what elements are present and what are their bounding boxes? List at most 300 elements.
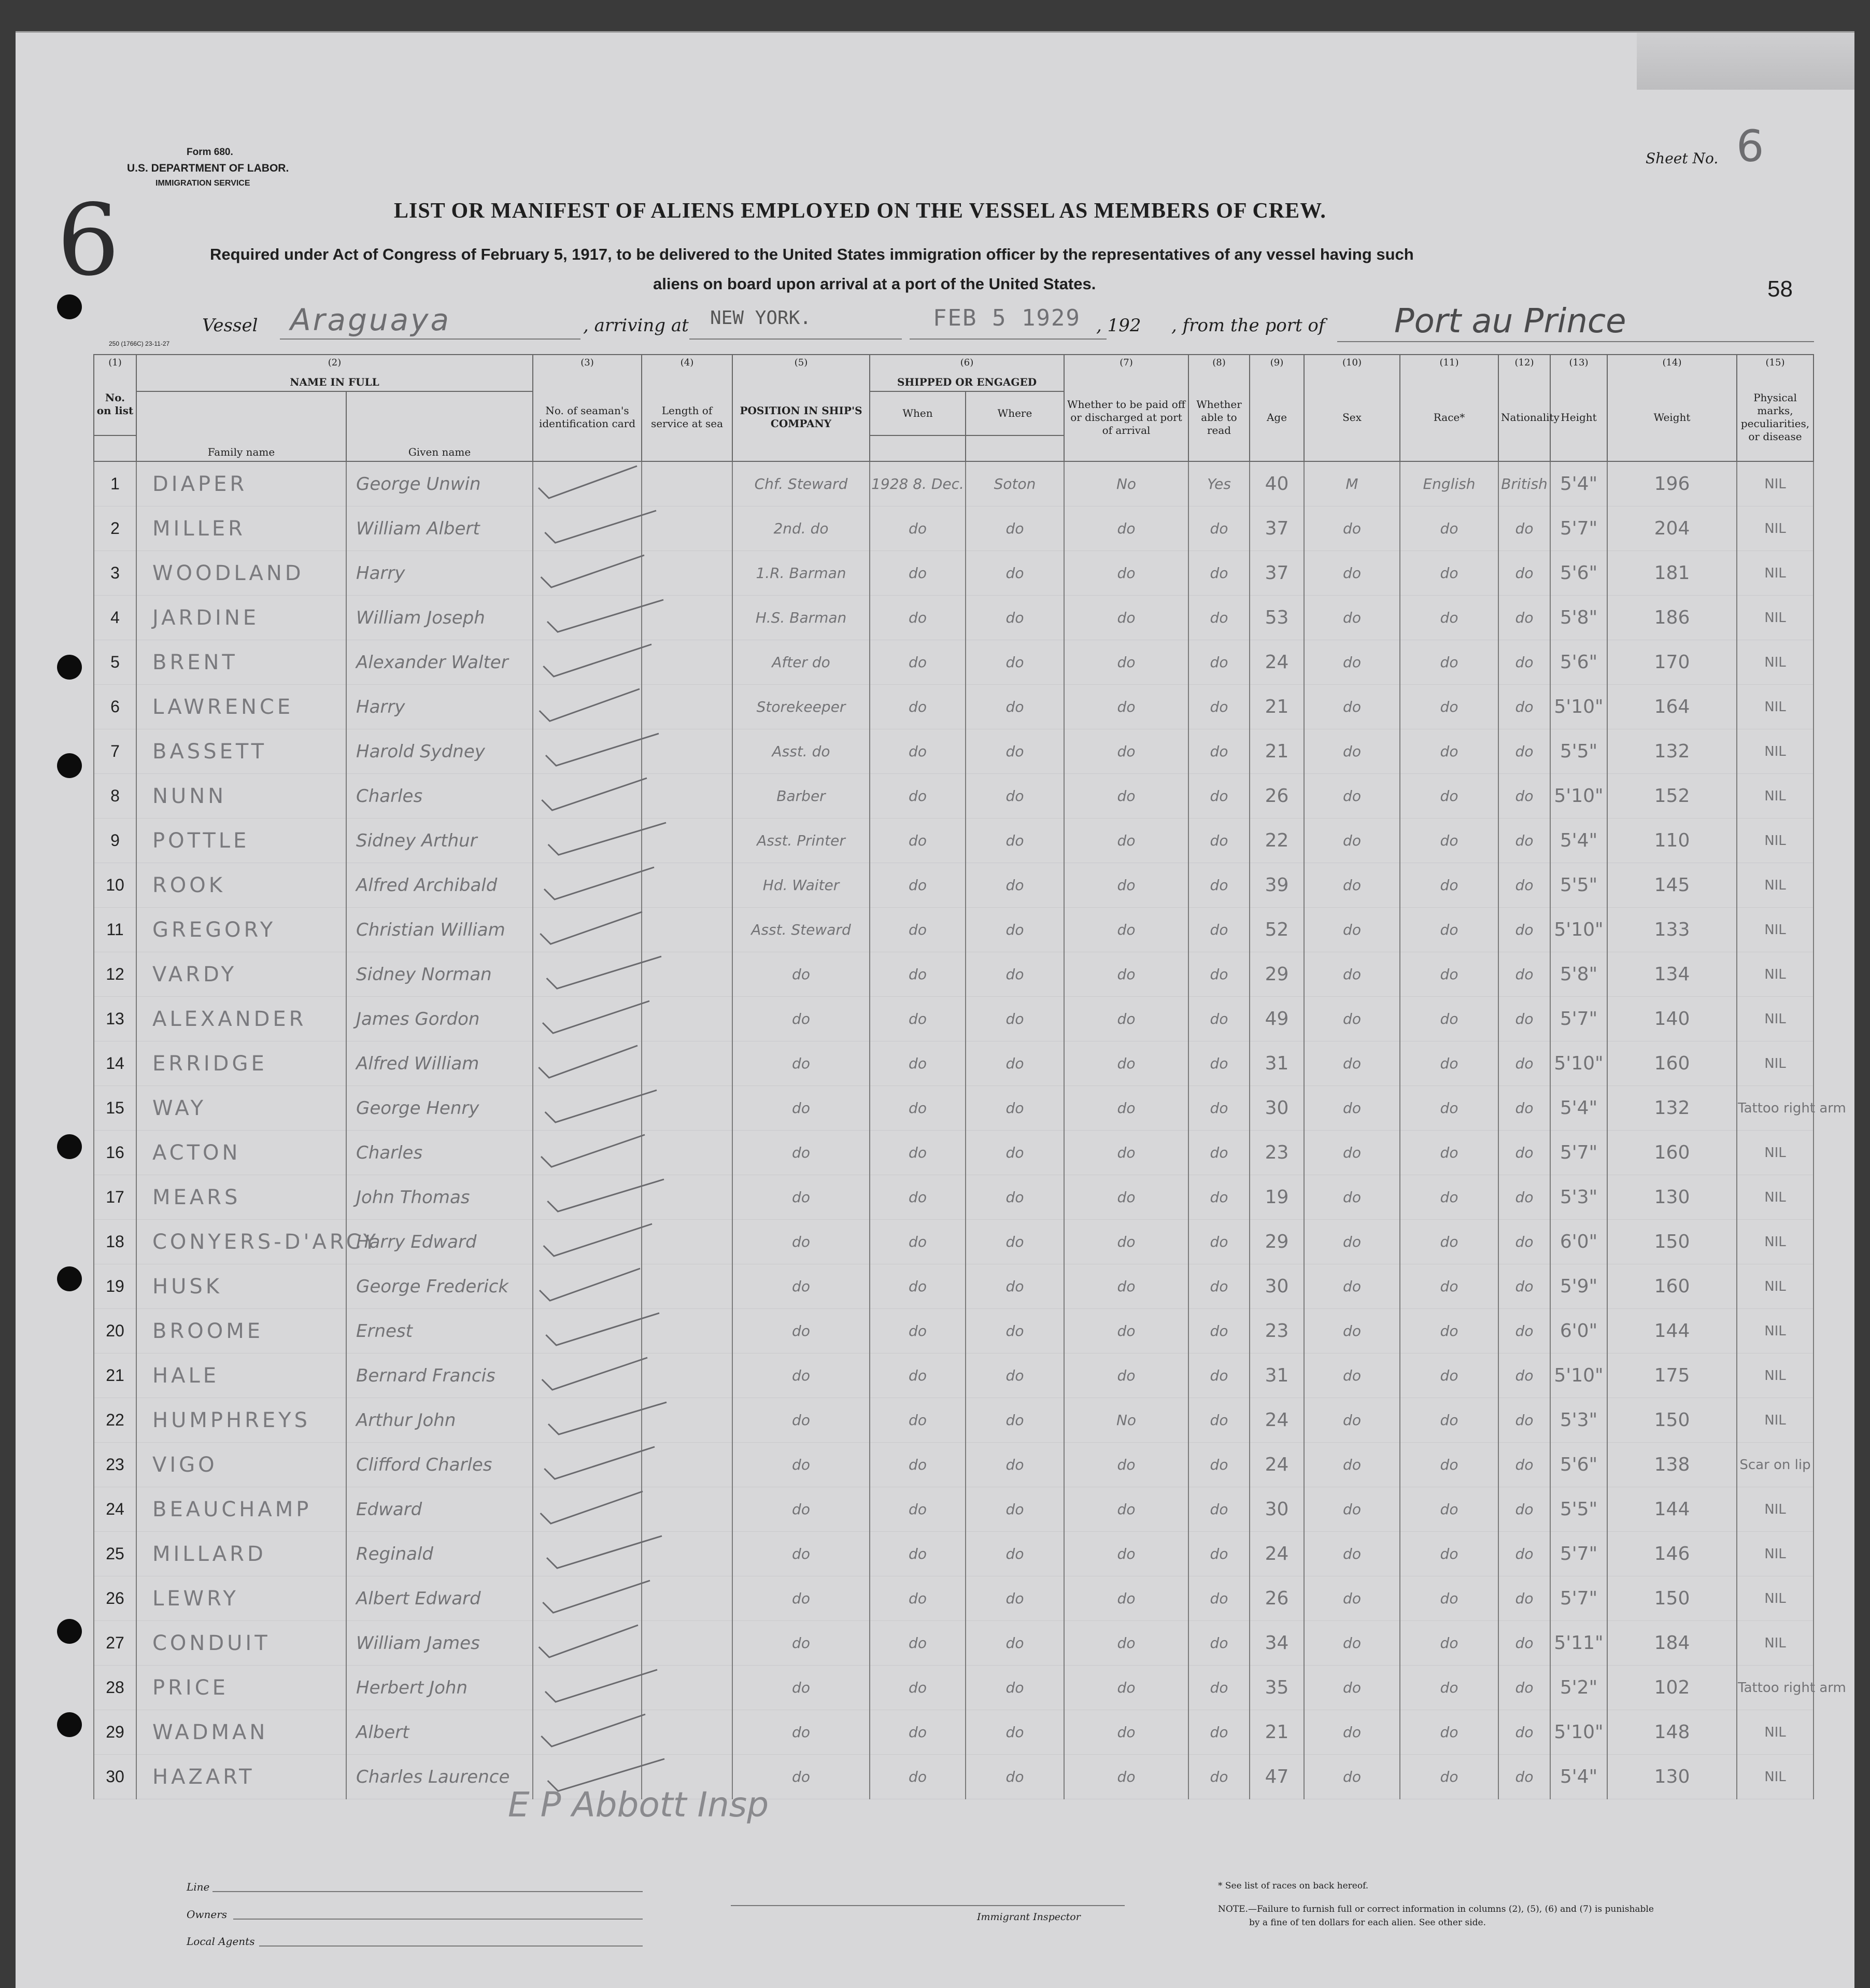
weight: 181: [1607, 551, 1737, 596]
shipped-when: do: [870, 1353, 966, 1398]
given-name: William James: [346, 1621, 533, 1666]
shipped-when: do: [870, 1666, 966, 1710]
nationality: do: [1498, 1532, 1550, 1576]
check-mark-icon: [533, 1710, 720, 1753]
able-read: do: [1188, 1532, 1250, 1576]
physical-marks: NIL: [1737, 506, 1814, 551]
paid-off: do: [1064, 819, 1188, 863]
position: Asst. Printer: [732, 819, 870, 863]
family-name: MEARS: [136, 1175, 346, 1220]
shipped-when: do: [870, 1309, 966, 1353]
footer-line-label: Line: [187, 1881, 210, 1893]
crew-table-wrap: [93, 354, 1846, 1837]
age: 21: [1250, 1710, 1304, 1755]
nationality: do: [1498, 1487, 1550, 1532]
crew-row: [94, 1443, 1814, 1487]
physical-marks: NIL: [1737, 1264, 1814, 1309]
given-name: Edward: [346, 1487, 533, 1532]
physical-marks: Tattoo right arm: [1737, 1666, 1814, 1710]
paid-off: do: [1064, 1666, 1188, 1710]
punch-hole: [57, 1712, 82, 1737]
crew-row: [94, 1621, 1814, 1666]
sex: do: [1304, 997, 1400, 1041]
position: do: [732, 1353, 870, 1398]
family-name: WADMAN: [136, 1710, 346, 1755]
age: 47: [1250, 1755, 1304, 1799]
punch-hole: [57, 1266, 82, 1291]
able-read: do: [1188, 1175, 1250, 1220]
height: 5'4": [1550, 819, 1607, 863]
id-card-tick: [533, 819, 642, 863]
paid-off: do: [1064, 1576, 1188, 1621]
port-underline: [1337, 341, 1814, 342]
physical-marks: NIL: [1737, 819, 1814, 863]
physical-marks: NIL: [1737, 461, 1814, 506]
id-card-tick: [533, 1710, 642, 1755]
stamp-number: 58: [1767, 276, 1793, 302]
crew-row: [94, 908, 1814, 952]
shipped-where: do: [966, 1264, 1064, 1309]
given-name: Charles Laurence: [346, 1755, 533, 1799]
given-name: Reginald: [346, 1532, 533, 1576]
race: do: [1400, 596, 1498, 640]
shipped-when: do: [870, 1086, 966, 1131]
check-mark-icon: [533, 819, 720, 862]
sex: do: [1304, 1131, 1400, 1175]
manifest-sheet: [16, 31, 1854, 1988]
row-number: 8: [94, 774, 136, 819]
given-name: John Thomas: [346, 1175, 533, 1220]
inspector-label: Immigrant Inspector: [977, 1911, 1081, 1923]
id-card-tick: [533, 997, 642, 1041]
age: 26: [1250, 774, 1304, 819]
physical-marks: NIL: [1737, 1353, 1814, 1398]
physical-marks: NIL: [1737, 863, 1814, 908]
able-read: do: [1188, 1353, 1250, 1398]
height: 5'4": [1550, 1086, 1607, 1131]
given-name: Harold Sydney: [346, 729, 533, 774]
crew-row: [94, 997, 1814, 1041]
race: do: [1400, 1666, 1498, 1710]
col-num-4: (4): [642, 355, 732, 374]
check-mark-icon: [533, 997, 720, 1040]
age: 30: [1250, 1086, 1304, 1131]
height: 5'11": [1550, 1621, 1607, 1666]
check-mark-icon: [533, 640, 720, 683]
row-number: 23: [94, 1443, 136, 1487]
able-read: do: [1188, 863, 1250, 908]
weight: 132: [1607, 1086, 1737, 1131]
race: do: [1400, 506, 1498, 551]
nationality: do: [1498, 1131, 1550, 1175]
height: 5'6": [1550, 1443, 1607, 1487]
crew-row: [94, 1131, 1814, 1175]
shipped-when: do: [870, 506, 966, 551]
shipped-where: do: [966, 640, 1064, 685]
shipped-where: do: [966, 863, 1064, 908]
shipped-where: do: [966, 1443, 1064, 1487]
given-name: Harry: [346, 685, 533, 729]
paid-off: do: [1064, 1353, 1188, 1398]
age: 29: [1250, 1220, 1304, 1264]
physical-marks: NIL: [1737, 640, 1814, 685]
row-number: 14: [94, 1041, 136, 1086]
row-number: 7: [94, 729, 136, 774]
race: do: [1400, 1353, 1498, 1398]
punch-hole: [57, 1134, 82, 1159]
position: do: [732, 1131, 870, 1175]
check-mark-icon: [533, 1487, 720, 1530]
able-read: do: [1188, 997, 1250, 1041]
race: do: [1400, 1220, 1498, 1264]
age: 24: [1250, 1443, 1304, 1487]
race: do: [1400, 774, 1498, 819]
able-read: Yes: [1188, 461, 1250, 506]
able-read: do: [1188, 1443, 1250, 1487]
able-read: do: [1188, 1710, 1250, 1755]
nationality: do: [1498, 551, 1550, 596]
row-number: 27: [94, 1621, 136, 1666]
crew-row: [94, 774, 1814, 819]
physical-marks: Tattoo right arm: [1737, 1086, 1814, 1131]
race: do: [1400, 908, 1498, 952]
row-number: 29: [94, 1710, 136, 1755]
shipped-when: do: [870, 863, 966, 908]
col-num-2: (2): [136, 355, 533, 374]
age: 30: [1250, 1487, 1304, 1532]
row-number: 22: [94, 1398, 136, 1443]
weight: 130: [1607, 1175, 1737, 1220]
id-card-tick: [533, 1576, 642, 1621]
subtitle-line-1: Required under Act of Congress of February 5, 1917, to be delivered to the United States immigration officer by the representatives of any vessel having such: [210, 245, 1414, 263]
header-no-on-list: No. on list: [94, 374, 136, 435]
footer-agents-label: Local Agents: [187, 1935, 255, 1948]
crew-row: [94, 729, 1814, 774]
shipped-where: do: [966, 1576, 1064, 1621]
weight: 144: [1607, 1309, 1737, 1353]
header-spacer-cell: [966, 435, 1064, 461]
nationality: do: [1498, 506, 1550, 551]
footer-line-rule: [212, 1891, 643, 1892]
shipped-when: do: [870, 1755, 966, 1799]
height: 5'10": [1550, 774, 1607, 819]
id-card-tick: [533, 1309, 642, 1353]
shipped-when: do: [870, 551, 966, 596]
row-number: 15: [94, 1086, 136, 1131]
family-name: DIAPER: [136, 461, 346, 506]
sex: do: [1304, 1621, 1400, 1666]
height: 5'7": [1550, 997, 1607, 1041]
family-name: ACTON: [136, 1131, 346, 1175]
nationality: do: [1498, 1041, 1550, 1086]
check-mark-icon: [533, 1443, 720, 1486]
paid-off: do: [1064, 997, 1188, 1041]
height: 5'9": [1550, 1264, 1607, 1309]
weight: 184: [1607, 1621, 1737, 1666]
arrival-underline: [689, 339, 902, 340]
age: 34: [1250, 1621, 1304, 1666]
given-name: Sidney Arthur: [346, 819, 533, 863]
col-num-12: (12): [1498, 355, 1550, 374]
paid-off: do: [1064, 1487, 1188, 1532]
nationality: do: [1498, 863, 1550, 908]
able-read: do: [1188, 551, 1250, 596]
physical-marks: NIL: [1737, 1398, 1814, 1443]
col-num-9: (9): [1250, 355, 1304, 374]
shipped-when: do: [870, 1264, 966, 1309]
race: do: [1400, 1443, 1498, 1487]
given-name: Ernest: [346, 1309, 533, 1353]
check-mark-icon: [533, 1220, 720, 1263]
able-read: do: [1188, 819, 1250, 863]
given-name: George Frederick: [346, 1264, 533, 1309]
family-name: PRICE: [136, 1666, 346, 1710]
row-number: 26: [94, 1576, 136, 1621]
id-card-tick: [533, 685, 642, 729]
shipped-when: do: [870, 1443, 966, 1487]
family-name: HUSK: [136, 1264, 346, 1309]
header-able-read: Whether able to read: [1188, 374, 1250, 461]
able-read: do: [1188, 729, 1250, 774]
physical-marks: NIL: [1737, 551, 1814, 596]
row-number: 24: [94, 1487, 136, 1532]
shipped-when: do: [870, 1131, 966, 1175]
row-number: 30: [94, 1755, 136, 1799]
paid-off: do: [1064, 1710, 1188, 1755]
nationality: do: [1498, 1443, 1550, 1487]
sex: do: [1304, 685, 1400, 729]
height: 5'4": [1550, 461, 1607, 506]
position: do: [732, 1487, 870, 1532]
shipped-when: do: [870, 1398, 966, 1443]
shipped-when: do: [870, 1041, 966, 1086]
footer-note-penalty-2: by a fine of ten dollars for each alien. See other side.: [1249, 1917, 1486, 1928]
crew-row: [94, 1576, 1814, 1621]
age: 37: [1250, 551, 1304, 596]
crew-row: [94, 640, 1814, 685]
check-mark-icon: [533, 1532, 720, 1575]
shipped-where: do: [966, 1710, 1064, 1755]
paid-off: do: [1064, 1621, 1188, 1666]
corner-number: 6: [57, 183, 120, 298]
row-number: 20: [94, 1309, 136, 1353]
age: 49: [1250, 997, 1304, 1041]
shipped-when: do: [870, 729, 966, 774]
nationality: do: [1498, 1621, 1550, 1666]
physical-marks: NIL: [1737, 1710, 1814, 1755]
id-card-tick: [533, 1264, 642, 1309]
family-name: WAY: [136, 1086, 346, 1131]
weight: 132: [1607, 729, 1737, 774]
physical-marks: NIL: [1737, 1175, 1814, 1220]
height: 5'5": [1550, 1487, 1607, 1532]
nationality: British: [1498, 461, 1550, 506]
position: do: [732, 1443, 870, 1487]
shipped-when: do: [870, 819, 966, 863]
col-num-6: (6): [870, 355, 1064, 374]
shipped-when: do: [870, 640, 966, 685]
vessel-label: Vessel: [202, 315, 258, 336]
position: do: [732, 1576, 870, 1621]
col-num-7: (7): [1064, 355, 1188, 374]
shipped-where: Soton: [966, 461, 1064, 506]
height: 6'0": [1550, 1309, 1607, 1353]
age: 53: [1250, 596, 1304, 640]
physical-marks: NIL: [1737, 997, 1814, 1041]
position: do: [732, 952, 870, 997]
header-physical: Physical marks, peculiarities, or disease: [1737, 374, 1814, 461]
given-name: Bernard Francis: [346, 1353, 533, 1398]
check-mark-icon: [533, 1175, 720, 1218]
position: do: [732, 1666, 870, 1710]
physical-marks: NIL: [1737, 908, 1814, 952]
race: do: [1400, 1398, 1498, 1443]
able-read: do: [1188, 908, 1250, 952]
position: do: [732, 1755, 870, 1799]
position: do: [732, 1309, 870, 1353]
row-number: 3: [94, 551, 136, 596]
physical-marks: NIL: [1737, 1487, 1814, 1532]
crew-row: [94, 1532, 1814, 1576]
shipped-where: do: [966, 551, 1064, 596]
paid-off: do: [1064, 1220, 1188, 1264]
height: 5'10": [1550, 1041, 1607, 1086]
weight: 186: [1607, 596, 1737, 640]
position: H.S. Barman: [732, 596, 870, 640]
position: do: [732, 1264, 870, 1309]
age: 37: [1250, 506, 1304, 551]
shipped-where: do: [966, 1398, 1064, 1443]
sex: do: [1304, 506, 1400, 551]
paid-off: do: [1064, 1264, 1188, 1309]
crew-row: [94, 1666, 1814, 1710]
able-read: do: [1188, 1398, 1250, 1443]
nationality: do: [1498, 1398, 1550, 1443]
nationality: do: [1498, 1220, 1550, 1264]
shipped-where: do: [966, 1621, 1064, 1666]
shipped-when: do: [870, 997, 966, 1041]
shipped-where: do: [966, 997, 1064, 1041]
footer-agents-rule: [259, 1945, 643, 1947]
weight: 150: [1607, 1220, 1737, 1264]
nationality: do: [1498, 640, 1550, 685]
shipped-when: do: [870, 774, 966, 819]
shipped-where: do: [966, 1755, 1064, 1799]
weight: 160: [1607, 1264, 1737, 1309]
shipped-where: do: [966, 685, 1064, 729]
check-mark-icon: [533, 1621, 720, 1664]
position: do: [732, 1086, 870, 1131]
given-name: George Unwin: [346, 461, 533, 506]
shipped-where: do: [966, 1041, 1064, 1086]
row-number: 5: [94, 640, 136, 685]
physical-marks: NIL: [1737, 1309, 1814, 1353]
paid-off: do: [1064, 1443, 1188, 1487]
given-name: Arthur John: [346, 1398, 533, 1443]
id-card-tick: [533, 774, 642, 819]
punch-hole: [57, 294, 82, 319]
check-mark-icon: [533, 1666, 720, 1709]
able-read: do: [1188, 506, 1250, 551]
physical-marks: NIL: [1737, 1755, 1814, 1799]
header-where: Where: [966, 391, 1064, 435]
paid-off: do: [1064, 729, 1188, 774]
height: 5'2": [1550, 1666, 1607, 1710]
check-mark-icon: [533, 908, 720, 951]
sex: M: [1304, 461, 1400, 506]
arrival-date-stamp: FEB 5 1929: [933, 305, 1081, 331]
nationality: do: [1498, 1666, 1550, 1710]
position: Asst. do: [732, 729, 870, 774]
row-number: 11: [94, 908, 136, 952]
family-name: ALEXANDER: [136, 997, 346, 1041]
given-name: William Albert: [346, 506, 533, 551]
check-mark-icon: [533, 1131, 720, 1174]
shipped-where: do: [966, 819, 1064, 863]
able-read: do: [1188, 952, 1250, 997]
vessel-name: Araguaya: [290, 302, 451, 337]
row-number: 16: [94, 1131, 136, 1175]
race: do: [1400, 551, 1498, 596]
position: do: [732, 1621, 870, 1666]
height: 5'10": [1550, 1353, 1607, 1398]
sex: do: [1304, 1755, 1400, 1799]
age: 24: [1250, 640, 1304, 685]
check-mark-icon: [533, 1398, 720, 1441]
sex: do: [1304, 1264, 1400, 1309]
nationality: do: [1498, 908, 1550, 952]
race: do: [1400, 1621, 1498, 1666]
position: Chf. Steward: [732, 461, 870, 506]
sex: do: [1304, 1353, 1400, 1398]
height: 5'6": [1550, 640, 1607, 685]
paid-off: do: [1064, 551, 1188, 596]
given-name: Charles: [346, 774, 533, 819]
crew-row: [94, 1220, 1814, 1264]
weight: 144: [1607, 1487, 1737, 1532]
given-name: Sidney Norman: [346, 952, 533, 997]
id-card-tick: [533, 863, 642, 908]
paid-off: do: [1064, 1086, 1188, 1131]
weight: 152: [1607, 774, 1737, 819]
id-card-tick: [533, 1220, 642, 1264]
sex: do: [1304, 596, 1400, 640]
paid-off: No: [1064, 461, 1188, 506]
sex: do: [1304, 863, 1400, 908]
sex: do: [1304, 819, 1400, 863]
id-card-tick: [533, 1131, 642, 1175]
given-name: George Henry: [346, 1086, 533, 1131]
shipped-where: do: [966, 1666, 1064, 1710]
sex: do: [1304, 1086, 1400, 1131]
able-read: do: [1188, 1309, 1250, 1353]
given-name: Charles: [346, 1131, 533, 1175]
physical-marks: NIL: [1737, 1131, 1814, 1175]
nationality: do: [1498, 1710, 1550, 1755]
header-spacer-cell: [94, 435, 136, 461]
nationality: do: [1498, 997, 1550, 1041]
col-num-10: (10): [1304, 355, 1400, 374]
age: 21: [1250, 685, 1304, 729]
check-mark-icon: [533, 729, 720, 772]
date-underline: [910, 339, 1107, 340]
arriving-label: , arriving at: [583, 315, 689, 336]
crew-row: [94, 506, 1814, 551]
family-name: CONDUIT: [136, 1621, 346, 1666]
position: Hd. Waiter: [732, 863, 870, 908]
paid-off: do: [1064, 774, 1188, 819]
crew-row: [94, 1398, 1814, 1443]
